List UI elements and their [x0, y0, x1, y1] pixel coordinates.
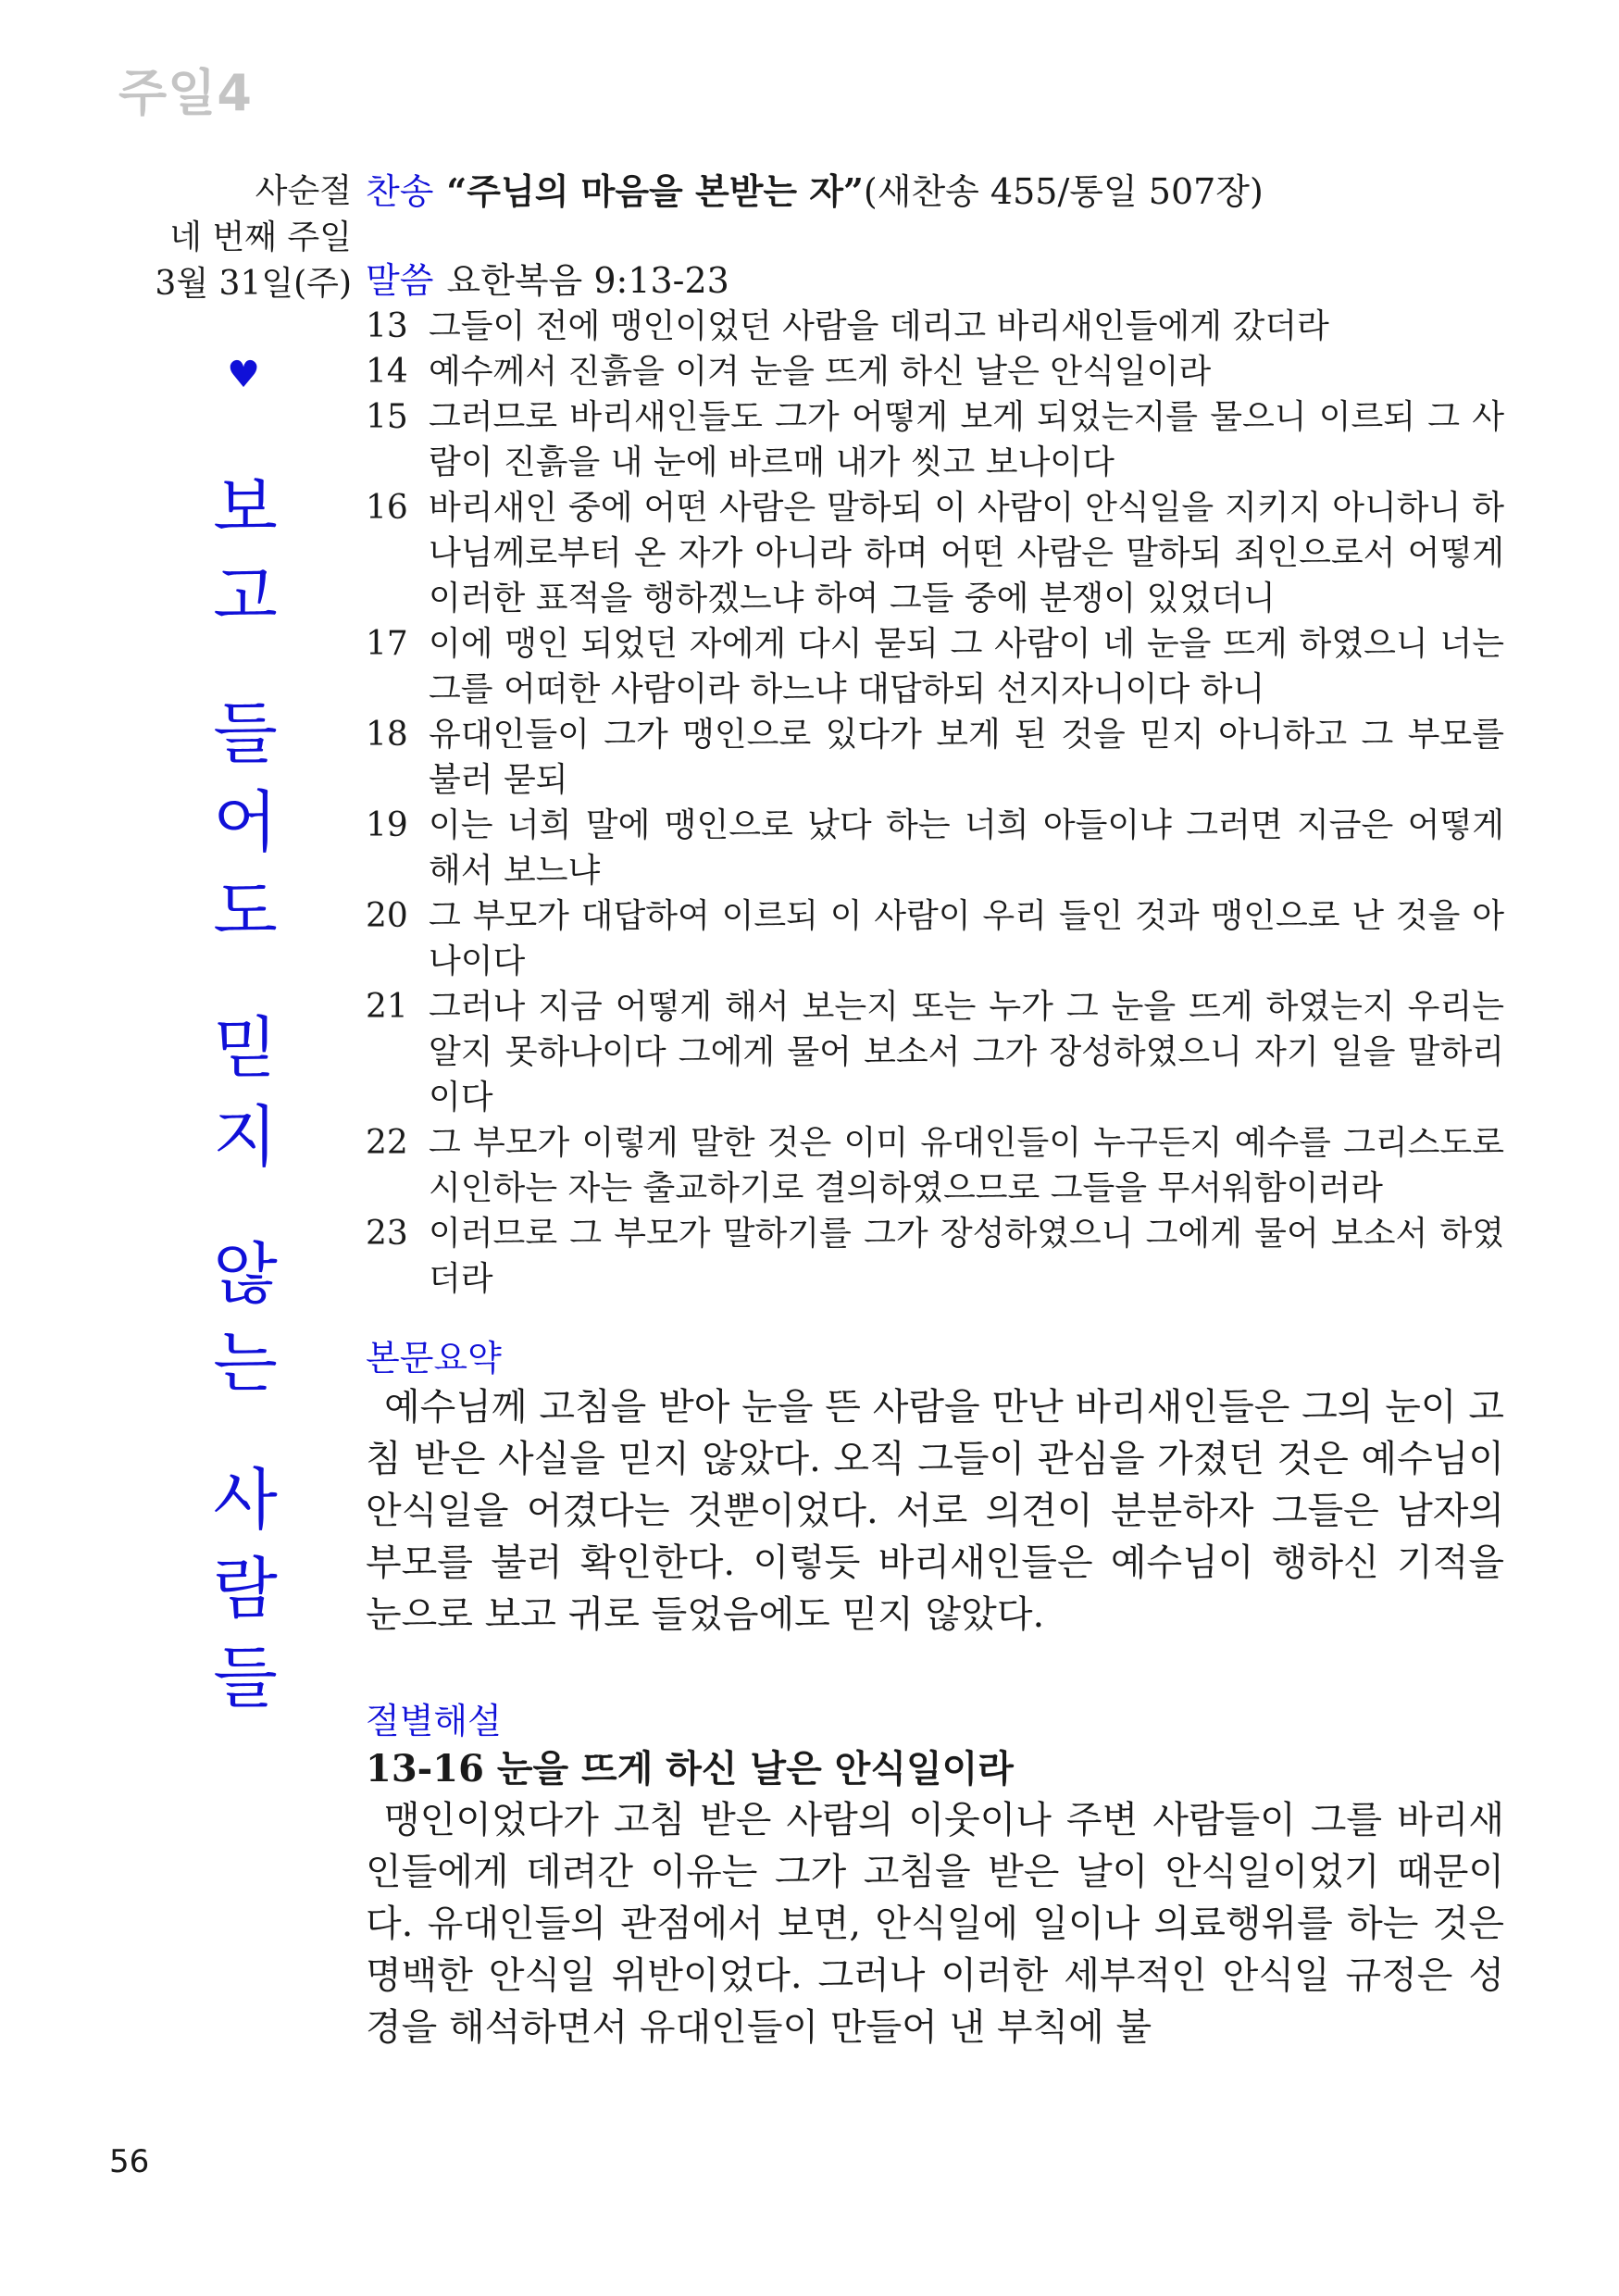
- date-label: 3월 31일(주): [155, 265, 352, 303]
- verse-text: 그 부모가 이렇게 말한 것은 이미 유대인들이 누구든지 예수를 그리스도로 시인하는 자는 출교하기로 결의하였으므로 그들을 무서워함이러라: [429, 1124, 1504, 1207]
- commentary-text: 맹인이었다가 고침 받은 사람의 이웃이나 주변 사람들이 그를 바리새인들에게 데려간 이유는 그가 고침을 받은 날이 안식일이었기 때문이다. 유대인들의 관점에서 보면, 안식일에 일이나 의료행위를 하는 것은 명백한 안식일 위반이었다. 그러나 이러한 세부적인 안식일 규정은 성경을 해석하면서 유대인들이 만들어 낸 부칙에 불: [366, 1799, 1504, 2049]
- vertical-title-char: 들: [213, 1639, 278, 1716]
- vertical-title-char: 도: [213, 872, 278, 950]
- summary-heading: 본문요약: [366, 1338, 502, 1379]
- verse-item: [366, 349, 1504, 394]
- hymn-reference: (새찬송 455/통일 507장): [863, 171, 1264, 212]
- scripture-line: [366, 257, 1504, 304]
- vertical-title-char: 람: [213, 1550, 278, 1628]
- verse-number: 16: [366, 489, 408, 527]
- verse-number: 14: [366, 353, 408, 391]
- verse-item: [366, 712, 1504, 803]
- verse-list: [366, 304, 1504, 1302]
- vertical-title-char: 지: [213, 1098, 278, 1176]
- main-content: [366, 168, 1504, 2053]
- vertical-title-gap: [194, 641, 296, 689]
- vertical-title-gap: [194, 955, 296, 1004]
- vertical-title-char: 는: [213, 1324, 278, 1402]
- vertical-title-char: 고: [213, 557, 278, 635]
- verse-number: 20: [366, 897, 408, 935]
- verse-number: 18: [366, 716, 408, 754]
- verse-text: 예수께서 진흙을 이겨 눈을 뜨게 하신 날은 안식일이라: [429, 353, 1212, 391]
- page-number: 56: [109, 2143, 150, 2180]
- hymn-line: [366, 168, 1504, 215]
- verse-text: 유대인들이 그가 맹인으로 있다가 보게 된 것을 믿지 아니하고 그 부모를 불러 묻되: [429, 716, 1504, 799]
- vertical-title-char: 않: [213, 1235, 278, 1313]
- verse-number: 19: [366, 806, 408, 844]
- vertical-title-gap: [194, 1181, 296, 1229]
- date-block: [120, 168, 352, 307]
- scripture-label: 말씀: [366, 260, 434, 301]
- verse-number: 17: [366, 625, 408, 663]
- verse-number: 22: [366, 1124, 408, 1162]
- verse-item: [366, 984, 1504, 1120]
- verse-text: 이는 너희 말에 맹인으로 났다 하는 너희 아들이냐 그러면 지금은 어떻게 해서 보느냐: [429, 806, 1504, 890]
- hymn-label: 찬송: [366, 171, 434, 212]
- commentary-subheading: 13-16 눈을 뜨게 하신 날은 안식일이라: [366, 1747, 1014, 1791]
- verse-item: [366, 304, 1504, 349]
- verse-item: [366, 394, 1504, 485]
- week-label: 주일4: [118, 64, 253, 122]
- heart-icon: ♥: [227, 354, 260, 396]
- vertical-title-char: 어: [213, 783, 278, 861]
- vertical-title-gap: [194, 1407, 296, 1455]
- verse-number: 23: [366, 1215, 408, 1253]
- verse-item: [366, 485, 1504, 621]
- verse-text: 이러므로 그 부모가 말하기를 그가 장성하였으니 그에게 물어 보소서 하였더라: [429, 1215, 1504, 1298]
- verse-number: 21: [366, 988, 408, 1026]
- verse-item: [366, 1120, 1504, 1211]
- season-label: 사순절: [255, 172, 352, 210]
- hymn-title: “주님의 마음을 본받는 자”: [446, 170, 864, 212]
- verse-number: 15: [366, 398, 408, 436]
- vertical-title: [194, 463, 296, 1722]
- verse-text: 그러므로 바리새인들도 그가 어떻게 보게 되었는지를 물으니 이르되 그 사람이 진흙을 내 눈에 바르매 내가 씻고 보나이다: [429, 398, 1504, 481]
- verse-item: [366, 803, 1504, 893]
- verse-item: [366, 893, 1504, 984]
- vertical-title-char: 보: [213, 468, 278, 546]
- verse-text: 그 부모가 대답하여 이르되 이 사람이 우리 들인 것과 맹인으로 난 것을 아나이다: [429, 897, 1504, 980]
- verse-item: [366, 1211, 1504, 1302]
- verse-number: 13: [366, 307, 408, 345]
- scripture-reference: 요한복음 9:13-23: [446, 260, 729, 301]
- commentary-heading: 절별해설: [366, 1701, 502, 1741]
- verse-text: 그들이 전에 맹인이었던 사람을 데리고 바리새인들에게 갔더라: [429, 307, 1329, 345]
- vertical-title-char: 들: [213, 694, 278, 772]
- verse-item: [366, 621, 1504, 712]
- verse-text: 그러나 지금 어떻게 해서 보는지 또는 누가 그 눈을 뜨게 하였는지 우리는 알지 못하나이다 그에게 물어 보소서 그가 장성하였으니 자기 일을 말하리이다: [429, 988, 1504, 1117]
- verse-text: 이에 맹인 되었던 자에게 다시 묻되 그 사람이 네 눈을 뜨게 하였으니 너는 그를 어떠한 사람이라 하느냐 대답하되 선지자니이다 하니: [429, 625, 1504, 708]
- vertical-title-char: 사: [213, 1461, 278, 1539]
- vertical-title-char: 믿: [213, 1009, 278, 1087]
- sunday-label: 네 번째 주일: [169, 218, 352, 256]
- verse-text: 바리새인 중에 어떤 사람은 말하되 이 사람이 안식일을 지키지 아니하니 하나님께로부터 온 자가 아니라 하며 어떤 사람은 말하되 죄인으로서 어떻게 이러한 표적을 행하겠느냐 하여 그들 중에 분쟁이 있었더니: [429, 489, 1504, 618]
- summary-text: 예수님께 고침을 받아 눈을 뜬 사람을 만난 바리새인들은 그의 눈이 고침 받은 사실을 믿지 않았다. 오직 그들이 관심을 가졌던 것은 예수님이 안식일을 어겼다는 것뿐이었다. 서로 의견이 분분하자 그들은 남자의 부모를 불러 확인한다. 이렇듯 바리새인들은 예수님이 행하신 기적을 눈으로 보고 귀로 들었음에도 믿지 않았다.: [366, 1386, 1504, 1636]
